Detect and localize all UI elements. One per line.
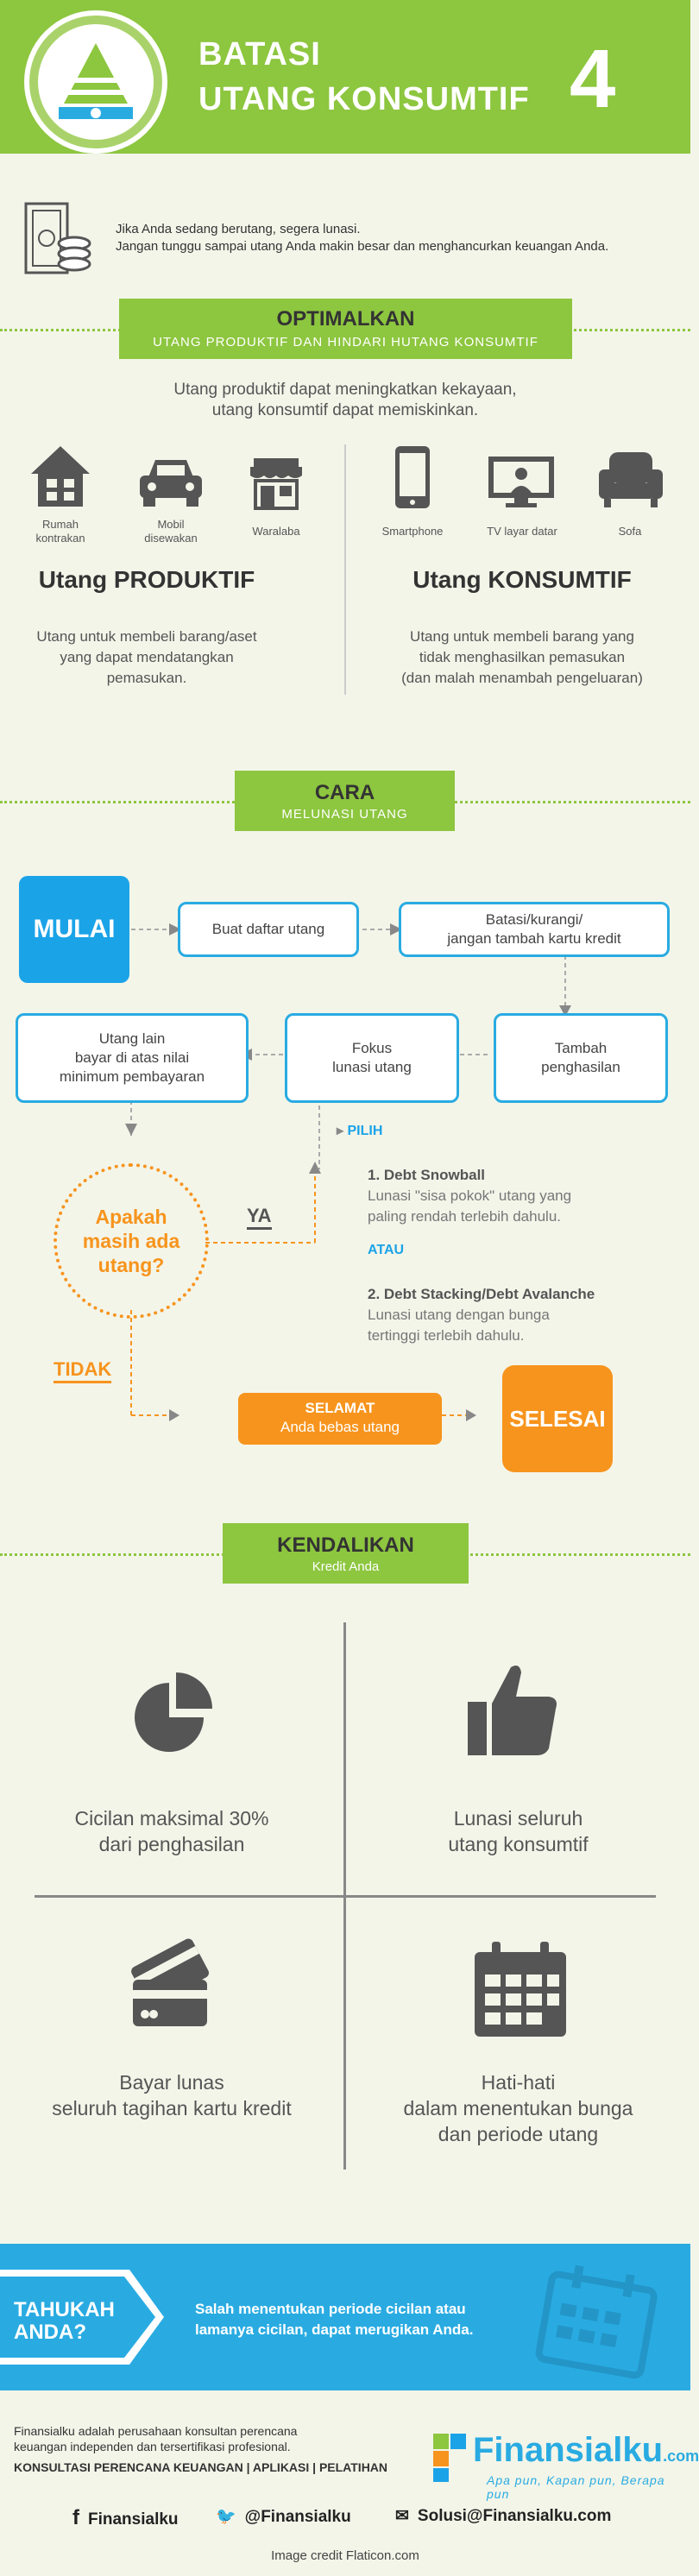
store-icon [249, 455, 304, 514]
konsumtif-desc-line3: (dan malah menambah pengeluaran) [401, 670, 643, 686]
konsumtif-desc-line1: Utang untuk membeli barang yang [410, 628, 634, 645]
optimalkan-banner [119, 299, 572, 359]
page-title-line2: UTANG KONSUMTIF [198, 81, 530, 117]
credit-card-icon [126, 1937, 221, 2036]
kendalikan-title: KENDALIKAN [277, 1534, 414, 1557]
money-icon [24, 200, 93, 282]
optimalkan-desc-line1: Utang produktif dapat meningkatkan kekayaan, [173, 381, 517, 399]
optimalkan-desc-line2: utang konsumtif dapat memiskinkan. [211, 401, 479, 419]
kendalikan-banner [223, 1523, 469, 1584]
email-icon: ✉ [395, 2507, 409, 2525]
icon-label: Waralaba [252, 525, 300, 538]
tahukah-text: Salah menentukan periode cicilan atau lamanya cicilan, dapat merugikan Anda. [195, 2301, 474, 2338]
twitter-link[interactable]: 🐦 @Finansialku [216, 2508, 351, 2526]
page-title-line1: BATASI [198, 36, 321, 72]
selesai-end-box: SELESAI [502, 1365, 613, 1472]
twitter-icon: 🐦 [216, 2508, 236, 2526]
step-fokus-lunasi: Fokus lunasi utang [285, 1013, 459, 1103]
grid-divider-horizontal [35, 1895, 656, 1898]
intro-line1: Jika Anda sedang berutang, segera lunasi. [116, 222, 361, 236]
tahukah-label: TAHUKAH ANDA? [14, 2298, 115, 2344]
calendar-icon [473, 1940, 568, 2043]
produktif-heading: Utang PRODUKTIF [38, 566, 255, 593]
konsumtif-heading: Utang KONSUMTIF [412, 566, 632, 593]
about-text: Finansialku adalah perusahaan konsultan perencana keuangan independen dan tersertifikasi profesional. [14, 2424, 298, 2453]
question-circle: Apakah masih ada utang? [54, 1163, 209, 1319]
section-number: 4 [570, 33, 616, 125]
services-text: KONSULTASI PERENCANA KEUANGAN | APLIKASI | PELATIHAN [14, 2460, 388, 2474]
cara-title: CARA [314, 781, 375, 804]
option-avalanche-title: 2. Debt Stacking/Debt Avalanche [368, 1286, 595, 1302]
mulai-start-button: MULAI [19, 876, 129, 983]
facebook-icon: f [72, 2506, 79, 2529]
icon-label: Rumah kontrakan [35, 518, 85, 545]
option-snowball-line1: Lunasi "sisa pokok" utang yang [368, 1187, 572, 1204]
option-snowball-line2: paling rendah terlebih dahulu. [368, 1208, 562, 1225]
image-credit: Image credit Flaticon.com [271, 2548, 419, 2563]
step-batasi-kartu: Batasi/kurangi/ jangan tambah kartu kredit [399, 902, 670, 957]
icon-label: Sofa [618, 525, 642, 538]
option-avalanche-line2: tertinggi terlebih dahulu. [368, 1327, 525, 1344]
tv-icon [487, 455, 556, 514]
atau-label: ATAU [368, 1243, 405, 1257]
ya-label: YA [247, 1205, 272, 1230]
tidak-label: TIDAK [54, 1358, 111, 1383]
icon-label: TV layar datar [487, 525, 557, 538]
sofa-icon [597, 449, 664, 513]
optimalkan-title: OPTIMALKAN [276, 307, 415, 331]
produktif-desc-line3: pemasukan. [106, 670, 187, 686]
cara-subtitle: MELUNASI UTANG [281, 807, 408, 822]
facebook-link[interactable]: f Finansialku [72, 2506, 179, 2529]
optimalkan-subtitle: UTANG PRODUKTIF DAN HINDARI HUTANG KONSUMTIF [153, 335, 538, 350]
cara-banner [235, 771, 455, 831]
finansialku-logo-icon [431, 2432, 469, 2488]
kendalikan-subtitle: Kredit Anda [312, 1559, 380, 1574]
tip-bayar-lunas: Bayar lunas seluruh tagihan kartu kredit [52, 2071, 292, 2119]
icon-label: Smartphone [381, 525, 444, 538]
column-divider [344, 444, 346, 695]
email-link[interactable]: ✉ Solusi@Finansialku.com [395, 2507, 612, 2525]
step-buat-daftar: Buat daftar utang [178, 902, 359, 957]
step-tambah-penghasilan: Tambah penghasilan [494, 1013, 668, 1103]
konsumtif-desc-line2: tidak menghasilkan pemasukan [419, 649, 626, 665]
brand-tagline: Apa pun, Kapan pun, Berapa pun [487, 2473, 665, 2501]
pyramid-logo-icon [38, 24, 154, 140]
tip-cicilan: Cicilan maksimal 30% dari penghasilan [74, 1807, 269, 1855]
intro-line2: Jangan tunggu sampai utang Anda makin besar dan menghancurkan keuangan Anda. [116, 239, 609, 254]
step-utang-lain: Utang lain bayar di atas nilai minimum pembayaran [16, 1013, 249, 1103]
option-snowball-title: 1. Debt Snowball [368, 1167, 486, 1183]
car-icon [136, 455, 205, 513]
icon-label: Mobil disewakan [144, 518, 198, 545]
tip-hati-hati: Hati-hati dalam menentukan bunga dan periode utang [403, 2071, 633, 2145]
house-icon [29, 444, 91, 513]
pilih-label: ▸ PILIH [337, 1124, 383, 1138]
produktif-desc-line1: Utang untuk membeli barang/aset [36, 628, 257, 645]
selamat-box: SELAMAT Anda bebas utang [238, 1393, 442, 1445]
option-avalanche-line1: Lunasi utang dengan bunga [368, 1307, 550, 1323]
thumbs-up-icon [466, 1659, 561, 1767]
produktif-desc-line2: yang dapat mendatangkan [60, 649, 234, 665]
calendar-watermark-icon [528, 2264, 666, 2381]
brand-logo-text: Finansialku.com [473, 2431, 699, 2469]
smartphone-icon [394, 444, 431, 514]
pie-chart-icon [126, 1666, 221, 1765]
tip-lunasi: Lunasi seluruh utang konsumtif [448, 1807, 589, 1855]
